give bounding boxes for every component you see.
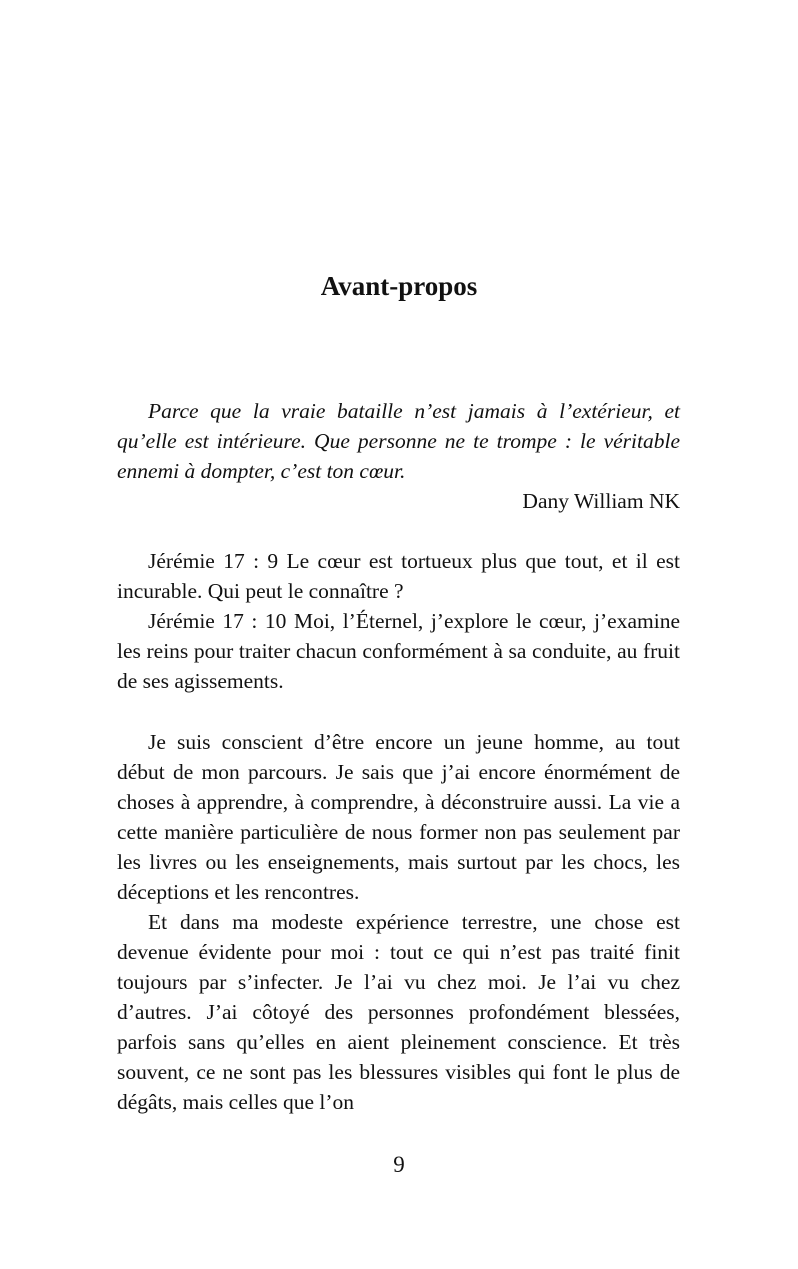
paragraph: Je suis conscient d’être encore un jeune homme, au tout début de mon parcours. Je sais que j’ai encore énormément de choses à apprendre, à comprendre, à déconstruire aussi. La vie a cette manière particulière de nous former non pas seulement par les livres ou les enseignements, mais surtout par les chocs, les déceptions et les rencontres. <box>117 730 680 904</box>
page-number: 9 <box>393 1152 405 1177</box>
epigraph-author: Dany William NK <box>522 489 680 513</box>
paragraph: Et dans ma modeste expérience terrestre, une chose est devenue évidente pour moi : tout ce qui n’est pas traité finit toujours par s’infecter. Je l’ai vu chez moi. Je l’ai vu chez d’autres. J’ai côtoyé des personnes profondément blessées, parfois sans qu’elles en aient pleinement conscience. Et très souvent, ce ne sont pas les blessures visibles qui font le plus de dégâts, mais celles que l’on <box>117 910 680 1114</box>
main-text <box>117 727 680 1117</box>
verse-jeremie-17-10: Jérémie 17 : 10 Moi, l’Éternel, j’explore le cœur, j’examine les reins pour traiter chacun conformément à sa conduite, au fruit de ses agissements. <box>117 609 680 693</box>
epigraph <box>117 396 680 516</box>
chapter-title: Avant-propos <box>320 271 478 301</box>
verse-jeremie-17-9: Jérémie 17 : 9 Le cœur est tortueux plus que tout, et il est incurable. Qui peut le connaître ? <box>117 549 680 603</box>
epigraph-text: Parce que la vraie bataille n’est jamais à l’extérieur, et qu’elle est intérieure. Que personne ne te trompe : le véritable ennemi à dompter, c’est ton cœur. <box>117 399 680 483</box>
bible-verses <box>117 546 680 696</box>
